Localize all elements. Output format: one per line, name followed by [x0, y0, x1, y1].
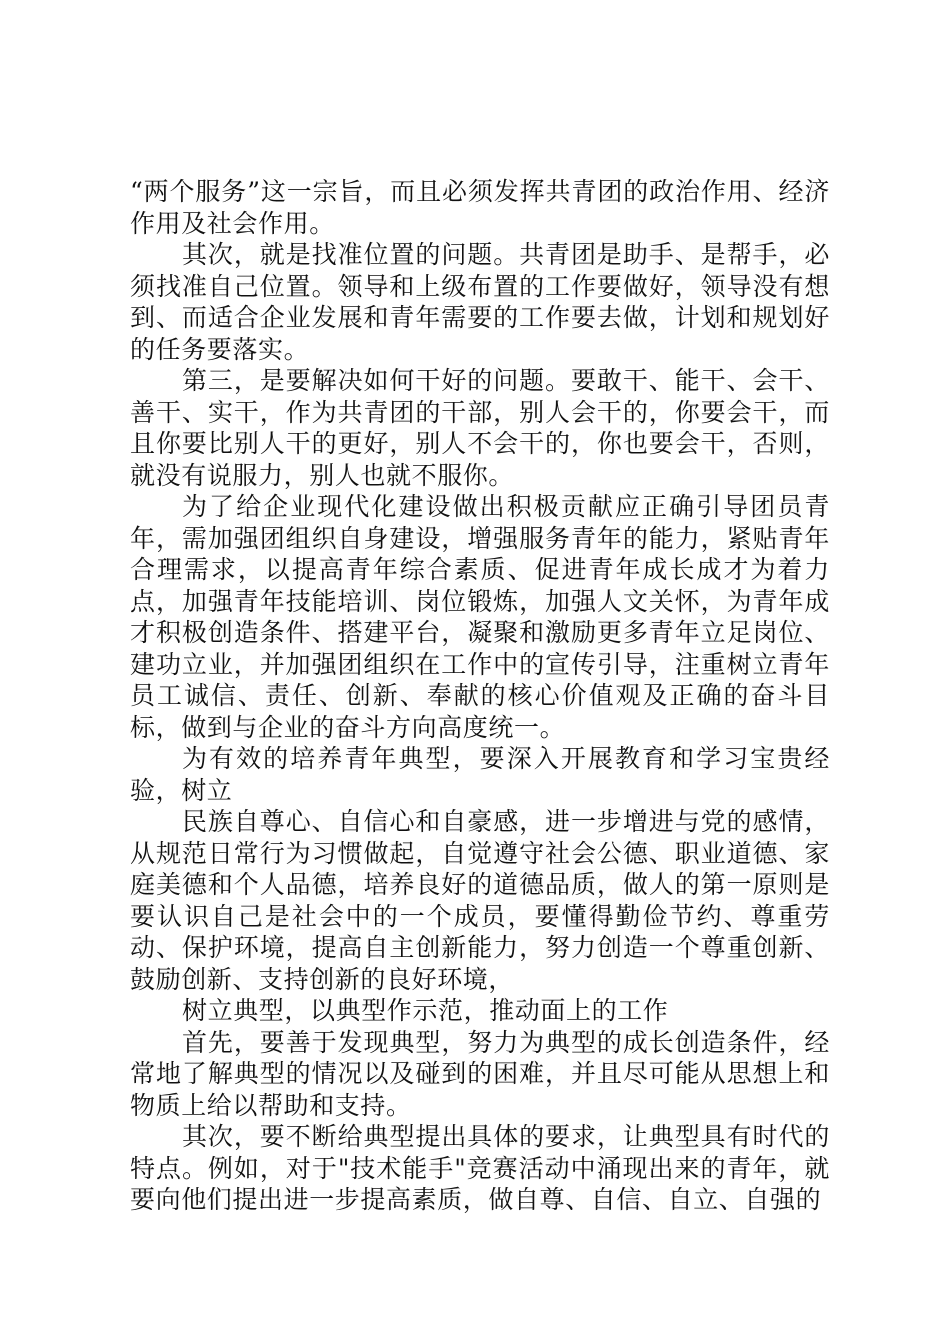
paragraph-3: 第三，是要解决如何干好的问题。要敢干、能干、会干、善干、实干，作为共青团的干部，别人会干的，你要会干，而且你要比别人干的更好，别人不会干的，你也要会干，否则，就没有说服力，别人也就不服你。	[130, 366, 830, 490]
paragraph-9: 其次，要不断给典型提出具体的要求，让典型具有时代的特点。例如，对于"技术能手"竞赛活动中涌现出来的青年，就要向他们提出进一步提高素质，做自尊、自信、自立、自强的	[130, 1122, 830, 1214]
paragraph-5: 为有效的培养青年典型，要深入开展教育和学习宝贵经验，树立	[130, 744, 830, 805]
paragraph-7: 树立典型，以典型作示范，推动面上的工作	[182, 996, 669, 1025]
paragraph-8: 首先，要善于发现典型，努力为典型的成长创造条件，经常地了解典型的情况以及碰到的困难，并且尽可能从思想上和物质上给以帮助和支持。	[130, 1027, 830, 1120]
paragraph-4: 为了给企业现代化建设做出积极贡献应正确引导团员青年，需加强团组织自身建设，增强服务青年的能力，紧贴青年合理需求，以提高青年综合素质、促进青年成长成才为着力点，加强青年技能培训、岗位锻炼，加强人文关怀，为青年成才积极创造条件、搭建平台，凝聚和激励更多青年立足岗位、建功立业，并加强团组织在工作中的宣传引导，注重树立青年员工诚信、责任、创新、奉献的核心价值观及正确的奋斗目标，做到与企业的奋斗方向高度统一。	[130, 492, 830, 742]
paragraph-2: 其次，就是找准位置的问题。共青团是助手、是帮手，必须找准自己位置。领导和上级布置的工作要做好，领导没有想到、而适合企业发展和青年需要的工作要去做，计划和规划好的任务要落实。	[130, 240, 830, 364]
paragraph-6: 民族自尊心、自信心和自豪感，进一步增进与党的感情，从规范日常行为习惯做起，自觉遵守社会公德、职业道德、家庭美德和个人品德，培养良好的道德品质，做人的第一原则是要认识自己是社会中的一个成员，要懂得勤俭节约、尊重劳动、保护环境，提高自主创新能力，努力创造一个尊重创新、鼓励创新、支持创新的良好环境，	[130, 807, 830, 994]
paragraph-1: “两个服务”这一宗旨，而且必须发挥共青团的政治作用、经济作用及社会作用。	[130, 177, 830, 238]
document-body	[130, 176, 830, 1216]
